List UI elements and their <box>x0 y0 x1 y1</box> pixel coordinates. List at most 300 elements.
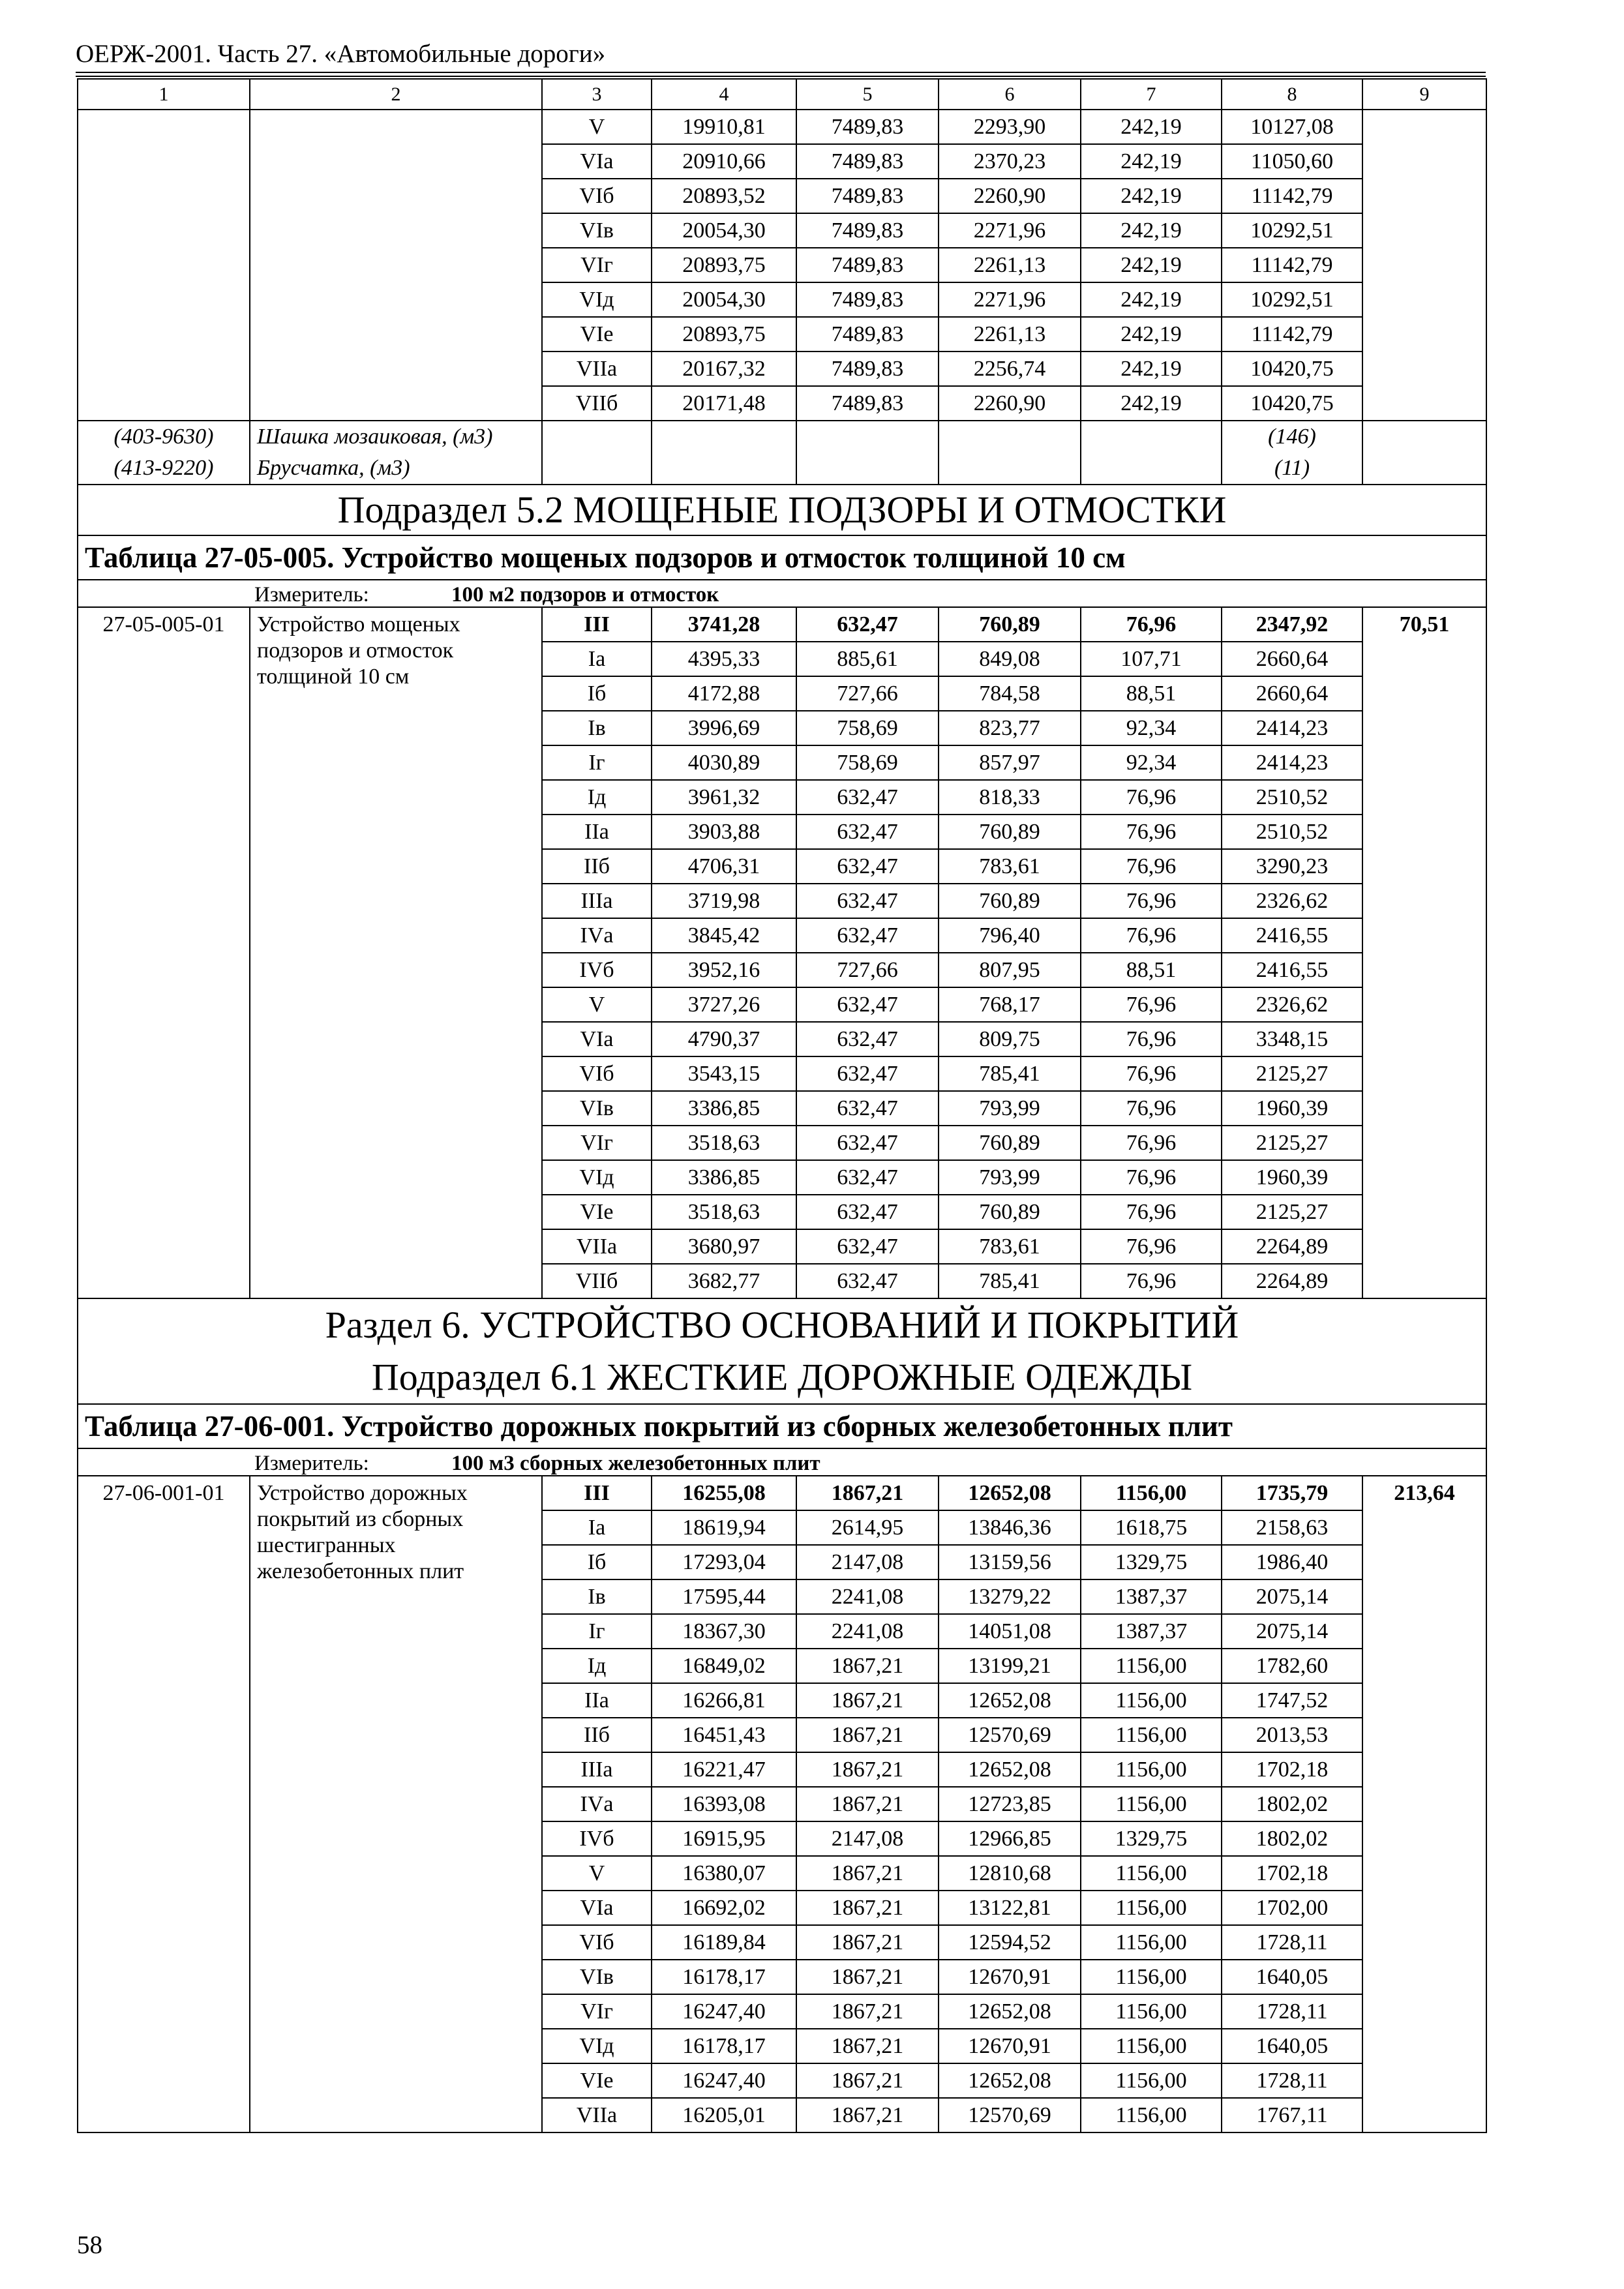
value-cell: 13279,22 <box>939 1579 1081 1614</box>
labor-cell: 70,51 <box>1362 607 1486 1298</box>
climate-zone-cell: Iб <box>542 1545 652 1579</box>
value-cell: 2326,62 <box>1222 884 1362 918</box>
climate-zone-cell: IIIа <box>542 1752 652 1787</box>
rate-table <box>77 78 1487 2133</box>
measure-unit <box>78 1449 1486 1475</box>
climate-zone-cell: III <box>542 607 652 642</box>
value-cell: 1867,21 <box>796 1752 939 1787</box>
value-cell: 12670,91 <box>939 2029 1081 2063</box>
value-cell: 76,96 <box>1081 815 1222 849</box>
climate-zone-cell: VIд <box>542 2029 652 2063</box>
empty-cell <box>796 453 939 485</box>
value-cell: 632,47 <box>796 607 939 642</box>
value-cell: 1728,11 <box>1222 1925 1362 1960</box>
value-cell: 2125,27 <box>1222 1056 1362 1091</box>
climate-zone-cell: VIг <box>542 248 652 282</box>
measure-row <box>78 1448 1486 1476</box>
value-cell: 2013,53 <box>1222 1718 1362 1752</box>
value-cell: 1156,00 <box>1081 2063 1222 2098</box>
value-cell: 16849,02 <box>652 1649 796 1683</box>
value-cell: 1156,00 <box>1081 1683 1222 1718</box>
value-cell: 7489,83 <box>796 110 939 144</box>
value-cell: 2158,63 <box>1222 1510 1362 1545</box>
value-cell: 16221,47 <box>652 1752 796 1787</box>
subsection-title-cell <box>78 485 1486 535</box>
value-cell: 2660,64 <box>1222 676 1362 711</box>
climate-zone-cell: VIа <box>542 144 652 179</box>
climate-zone-cell: VIIа <box>542 2098 652 2132</box>
value-cell: 242,19 <box>1081 317 1222 352</box>
value-cell: 76,96 <box>1081 884 1222 918</box>
value-cell: 632,47 <box>796 1126 939 1160</box>
empty-cell <box>1362 453 1486 485</box>
value-cell: 768,17 <box>939 987 1081 1022</box>
section-title-subtitle: Подраздел 6.1 ЖЕСТКИЕ ДОРОЖНЫЕ ОДЕЖДЫ <box>371 1356 1193 1398</box>
climate-zone-cell: IVа <box>542 1787 652 1821</box>
value-cell: 13199,21 <box>939 1649 1081 1683</box>
value-cell: 12670,91 <box>939 1960 1081 1994</box>
column-number: 8 <box>1222 79 1362 110</box>
value-cell: 16915,95 <box>652 1821 796 1856</box>
value-cell: 1867,21 <box>796 1476 939 1510</box>
value-cell: 2414,23 <box>1222 745 1362 780</box>
value-cell: 10127,08 <box>1222 110 1362 144</box>
value-cell: 632,47 <box>796 780 939 815</box>
climate-zone-cell: Iд <box>542 1649 652 1683</box>
value-cell: 793,99 <box>939 1091 1081 1126</box>
value-cell: 1156,00 <box>1081 1856 1222 1891</box>
labor-cell <box>1362 110 1486 421</box>
climate-zone-cell: VIб <box>542 179 652 213</box>
value-cell: 76,96 <box>1081 1195 1222 1229</box>
measure-value: 100 м2 подзоров и отмосток <box>451 583 719 606</box>
value-cell: 3952,16 <box>652 953 796 987</box>
value-cell: 632,47 <box>796 987 939 1022</box>
material-row <box>78 421 1486 453</box>
value-cell: 107,71 <box>1081 642 1222 676</box>
value-cell: 10292,51 <box>1222 213 1362 248</box>
value-cell: 242,19 <box>1081 144 1222 179</box>
value-cell: 12594,52 <box>939 1925 1081 1960</box>
value-cell: 12723,85 <box>939 1787 1081 1821</box>
empty-cell <box>652 421 796 453</box>
value-cell: 242,19 <box>1081 386 1222 421</box>
value-cell: 1735,79 <box>1222 1476 1362 1510</box>
value-cell: 12652,08 <box>939 2063 1081 2098</box>
value-cell: 76,96 <box>1081 918 1222 953</box>
empty-cell <box>796 421 939 453</box>
value-cell: 18619,94 <box>652 1510 796 1545</box>
value-cell: 76,96 <box>1081 1229 1222 1264</box>
value-cell: 1867,21 <box>796 2098 939 2132</box>
value-cell: 1867,21 <box>796 1994 939 2029</box>
value-cell: 760,89 <box>939 884 1081 918</box>
table-title-row <box>78 535 1486 580</box>
climate-zone-cell: IIб <box>542 849 652 884</box>
empty-cell <box>1081 453 1222 485</box>
value-cell: 2260,90 <box>939 179 1081 213</box>
climate-zone-cell: VIв <box>542 213 652 248</box>
value-cell: 3290,23 <box>1222 849 1362 884</box>
value-cell: 20893,52 <box>652 179 796 213</box>
labor-cell: 213,64 <box>1362 1476 1486 2132</box>
value-cell: 7489,83 <box>796 144 939 179</box>
value-cell: 1329,75 <box>1081 1545 1222 1579</box>
climate-zone-cell: Iг <box>542 1614 652 1649</box>
subsection-title <box>78 485 1486 535</box>
value-cell: 1782,60 <box>1222 1649 1362 1683</box>
value-cell: 2614,95 <box>796 1510 939 1545</box>
value-cell: 76,96 <box>1081 849 1222 884</box>
climate-zone-cell: Iа <box>542 642 652 676</box>
value-cell: 14051,08 <box>939 1614 1081 1649</box>
climate-zone-cell: IIIа <box>542 884 652 918</box>
value-cell: 16393,08 <box>652 1787 796 1821</box>
value-cell: 10292,51 <box>1222 282 1362 317</box>
value-cell: 1156,00 <box>1081 1891 1222 1925</box>
climate-zone-cell: VIб <box>542 1056 652 1091</box>
material-code: (413-9220) <box>78 453 250 485</box>
section-title <box>78 1298 1486 1404</box>
value-cell: 1702,18 <box>1222 1752 1362 1787</box>
measure-unit <box>78 580 1486 606</box>
value-cell: 1867,21 <box>796 1891 939 1925</box>
value-cell: 3996,69 <box>652 711 796 745</box>
value-cell: 849,08 <box>939 642 1081 676</box>
column-number: 2 <box>250 79 542 110</box>
measure-row <box>78 580 1486 607</box>
value-cell: 2147,08 <box>796 1821 939 1856</box>
value-cell: 76,96 <box>1081 780 1222 815</box>
climate-zone-cell: IIб <box>542 1718 652 1752</box>
value-cell: 3386,85 <box>652 1160 796 1195</box>
value-cell: 16266,81 <box>652 1683 796 1718</box>
value-cell: 242,19 <box>1081 282 1222 317</box>
value-cell: 2510,52 <box>1222 780 1362 815</box>
value-cell: 807,95 <box>939 953 1081 987</box>
value-cell: 2241,08 <box>796 1579 939 1614</box>
climate-zone-cell: Iа <box>542 1510 652 1545</box>
climate-zone-cell: Iд <box>542 780 652 815</box>
climate-zone-cell: VIд <box>542 282 652 317</box>
value-cell: 16178,17 <box>652 1960 796 1994</box>
value-cell: 1867,21 <box>796 1856 939 1891</box>
value-cell: 3680,97 <box>652 1229 796 1264</box>
value-cell: 1867,21 <box>796 1718 939 1752</box>
value-cell: 1867,21 <box>796 2063 939 2098</box>
value-cell: 12570,69 <box>939 2098 1081 2132</box>
value-cell: 10420,75 <box>1222 352 1362 386</box>
value-cell: 18367,30 <box>652 1614 796 1649</box>
description-cell <box>250 110 542 421</box>
climate-zone-cell: VIг <box>542 1126 652 1160</box>
value-cell: 1767,11 <box>1222 2098 1362 2132</box>
value-cell: 16189,84 <box>652 1925 796 1960</box>
empty-cell <box>652 453 796 485</box>
value-cell: 3348,15 <box>1222 1022 1362 1056</box>
measure-label: Измеритель: <box>254 1452 369 1475</box>
value-cell: 76,96 <box>1081 1126 1222 1160</box>
value-cell: 4172,88 <box>652 676 796 711</box>
value-cell: 16205,01 <box>652 2098 796 2132</box>
section-title-cell <box>78 1298 1486 1404</box>
empty-cell <box>1362 421 1486 453</box>
table-title: Таблица 27-06-001. Устройство дорожных покрытий из сборных железобетонных плит <box>78 1404 1486 1448</box>
table-row <box>78 110 1486 144</box>
value-cell: 727,66 <box>796 953 939 987</box>
table-title: Таблица 27-05-005. Устройство мощеных подзоров и отмосток толщиной 10 см <box>78 535 1486 580</box>
value-cell: 7489,83 <box>796 213 939 248</box>
value-cell: 2271,96 <box>939 213 1081 248</box>
value-cell: 784,58 <box>939 676 1081 711</box>
value-cell: 632,47 <box>796 1091 939 1126</box>
value-cell: 2147,08 <box>796 1545 939 1579</box>
value-cell: 758,69 <box>796 745 939 780</box>
empty-cell <box>1081 421 1222 453</box>
section-title-text: Раздел 6. УСТРОЙСТВО ОСНОВАНИЙ И ПОКРЫТИЙ <box>325 1304 1239 1346</box>
value-cell: 632,47 <box>796 1160 939 1195</box>
value-cell: 19910,81 <box>652 110 796 144</box>
column-number-row <box>78 79 1486 110</box>
climate-zone-cell: VIIб <box>542 1264 652 1298</box>
value-cell: 12652,08 <box>939 1752 1081 1787</box>
value-cell: 88,51 <box>1081 953 1222 987</box>
climate-zone-cell: VIа <box>542 1891 652 1925</box>
value-cell: 13846,36 <box>939 1510 1081 1545</box>
value-cell: 20893,75 <box>652 248 796 282</box>
value-cell: 885,61 <box>796 642 939 676</box>
measure-cell <box>78 580 1486 607</box>
value-cell: 16451,43 <box>652 1718 796 1752</box>
table-body <box>78 79 1486 2132</box>
value-cell: 1867,21 <box>796 1925 939 1960</box>
material-quantity: (146) <box>1222 421 1362 453</box>
value-cell: 16247,40 <box>652 2063 796 2098</box>
value-cell: 758,69 <box>796 711 939 745</box>
value-cell: 1747,52 <box>1222 1683 1362 1718</box>
column-number: 3 <box>542 79 652 110</box>
column-number: 5 <box>796 79 939 110</box>
value-cell: 2264,89 <box>1222 1264 1362 1298</box>
climate-zone-cell: V <box>542 1856 652 1891</box>
description-cell: Устройство дорожных покрытий из сборных шестигранных железобетонных плит <box>250 1476 542 2132</box>
value-cell: 632,47 <box>796 1022 939 1056</box>
value-cell: 13159,56 <box>939 1545 1081 1579</box>
climate-zone-cell: V <box>542 987 652 1022</box>
value-cell: 760,89 <box>939 607 1081 642</box>
value-cell: 1156,00 <box>1081 1649 1222 1683</box>
value-cell: 2125,27 <box>1222 1126 1362 1160</box>
value-cell: 2075,14 <box>1222 1579 1362 1614</box>
value-cell: 1156,00 <box>1081 1752 1222 1787</box>
value-cell: 2660,64 <box>1222 642 1362 676</box>
climate-zone-cell: Iг <box>542 745 652 780</box>
material-quantity: (11) <box>1222 453 1362 485</box>
column-number: 7 <box>1081 79 1222 110</box>
value-cell: 12652,08 <box>939 1683 1081 1718</box>
value-cell: 2414,23 <box>1222 711 1362 745</box>
value-cell: 3845,42 <box>652 918 796 953</box>
value-cell: 4706,31 <box>652 849 796 884</box>
value-cell: 20893,75 <box>652 317 796 352</box>
value-cell: 793,99 <box>939 1160 1081 1195</box>
column-number: 9 <box>1362 79 1486 110</box>
value-cell: 809,75 <box>939 1022 1081 1056</box>
material-name: Шашка мозаиковая, (м3) <box>250 421 542 453</box>
value-cell: 20054,30 <box>652 213 796 248</box>
value-cell: 16380,07 <box>652 1856 796 1891</box>
climate-zone-cell: VIв <box>542 1960 652 1994</box>
value-cell: 1728,11 <box>1222 1994 1362 2029</box>
value-cell: 1728,11 <box>1222 2063 1362 2098</box>
value-cell: 2125,27 <box>1222 1195 1362 1229</box>
empty-cell <box>542 453 652 485</box>
value-cell: 632,47 <box>796 1264 939 1298</box>
value-cell: 1156,00 <box>1081 1925 1222 1960</box>
value-cell: 3741,28 <box>652 607 796 642</box>
value-cell: 1156,00 <box>1081 2029 1222 2063</box>
measure-value: 100 м3 сборных железобетонных плит <box>451 1452 820 1475</box>
material-name: Брусчатка, (м3) <box>250 453 542 485</box>
value-cell: 760,89 <box>939 1126 1081 1160</box>
measure-label: Измеритель: <box>254 583 369 606</box>
value-cell: 1156,00 <box>1081 2098 1222 2132</box>
value-cell: 7489,83 <box>796 317 939 352</box>
value-cell: 2241,08 <box>796 1614 939 1649</box>
value-cell: 16255,08 <box>652 1476 796 1510</box>
value-cell: 7489,83 <box>796 179 939 213</box>
climate-zone-cell: IVа <box>542 918 652 953</box>
value-cell: 3682,77 <box>652 1264 796 1298</box>
material-code: (403-9630) <box>78 421 250 453</box>
value-cell: 1156,00 <box>1081 1994 1222 2029</box>
value-cell: 632,47 <box>796 815 939 849</box>
value-cell: 88,51 <box>1081 676 1222 711</box>
value-cell: 242,19 <box>1081 352 1222 386</box>
value-cell: 2370,23 <box>939 144 1081 179</box>
value-cell: 20910,66 <box>652 144 796 179</box>
value-cell: 2256,74 <box>939 352 1081 386</box>
value-cell: 727,66 <box>796 676 939 711</box>
value-cell: 2260,90 <box>939 386 1081 421</box>
climate-zone-cell: IVб <box>542 953 652 987</box>
value-cell: 2347,92 <box>1222 607 1362 642</box>
value-cell: 11142,79 <box>1222 248 1362 282</box>
value-cell: 2326,62 <box>1222 987 1362 1022</box>
value-cell: 1156,00 <box>1081 1960 1222 1994</box>
value-cell: 760,89 <box>939 815 1081 849</box>
value-cell: 17293,04 <box>652 1545 796 1579</box>
climate-zone-cell: VIIа <box>542 352 652 386</box>
climate-zone-cell: VIб <box>542 1925 652 1960</box>
table-row <box>78 1476 1486 1510</box>
climate-zone-cell: VIIб <box>542 386 652 421</box>
value-cell: 3719,98 <box>652 884 796 918</box>
value-cell: 76,96 <box>1081 1022 1222 1056</box>
column-number: 6 <box>939 79 1081 110</box>
climate-zone-cell: V <box>542 110 652 144</box>
value-cell: 76,96 <box>1081 1264 1222 1298</box>
value-cell: 12570,69 <box>939 1718 1081 1752</box>
value-cell: 2261,13 <box>939 317 1081 352</box>
value-cell: 2261,13 <box>939 248 1081 282</box>
value-cell: 1702,18 <box>1222 1856 1362 1891</box>
climate-zone-cell: VIг <box>542 1994 652 2029</box>
climate-zone-cell: VIIа <box>542 1229 652 1264</box>
value-cell: 2510,52 <box>1222 815 1362 849</box>
column-number: 1 <box>78 79 250 110</box>
value-cell: 1387,37 <box>1081 1579 1222 1614</box>
climate-zone-cell: III <box>542 1476 652 1510</box>
table-title-row <box>78 1404 1486 1448</box>
climate-zone-cell: IIа <box>542 1683 652 1718</box>
value-cell: 3543,15 <box>652 1056 796 1091</box>
value-cell: 1702,00 <box>1222 1891 1362 1925</box>
value-cell: 4030,89 <box>652 745 796 780</box>
value-cell: 12966,85 <box>939 1821 1081 1856</box>
value-cell: 2293,90 <box>939 110 1081 144</box>
value-cell: 1802,02 <box>1222 1787 1362 1821</box>
header-rule <box>76 72 1486 73</box>
code-cell: 27-06-001-01 <box>78 1476 250 2132</box>
value-cell: 785,41 <box>939 1056 1081 1091</box>
value-cell: 1960,39 <box>1222 1160 1362 1195</box>
value-cell: 92,34 <box>1081 711 1222 745</box>
value-cell: 16247,40 <box>652 1994 796 2029</box>
value-cell: 242,19 <box>1081 213 1222 248</box>
climate-zone-cell: VIе <box>542 2063 652 2098</box>
value-cell: 632,47 <box>796 1229 939 1264</box>
value-cell: 632,47 <box>796 884 939 918</box>
climate-zone-cell: VIв <box>542 1091 652 1126</box>
value-cell: 818,33 <box>939 780 1081 815</box>
value-cell: 1156,00 <box>1081 1718 1222 1752</box>
value-cell: 760,89 <box>939 1195 1081 1229</box>
code-cell: 27-05-005-01 <box>78 607 250 1298</box>
value-cell: 12652,08 <box>939 1476 1081 1510</box>
value-cell: 632,47 <box>796 918 939 953</box>
value-cell: 13122,81 <box>939 1891 1081 1925</box>
value-cell: 242,19 <box>1081 248 1222 282</box>
value-cell: 242,19 <box>1081 110 1222 144</box>
value-cell: 16692,02 <box>652 1891 796 1925</box>
value-cell: 857,97 <box>939 745 1081 780</box>
value-cell: 7489,83 <box>796 248 939 282</box>
value-cell: 76,96 <box>1081 1091 1222 1126</box>
value-cell: 785,41 <box>939 1264 1081 1298</box>
value-cell: 783,61 <box>939 1229 1081 1264</box>
value-cell: 4395,33 <box>652 642 796 676</box>
climate-zone-cell: VIд <box>542 1160 652 1195</box>
value-cell: 3961,32 <box>652 780 796 815</box>
page-header: ОЕРЖ-2001. Часть 27. «Автомобильные дороги» <box>76 40 606 68</box>
value-cell: 1640,05 <box>1222 2029 1362 2063</box>
subsection-title-text: Подраздел 5.2 МОЩЕНЫЕ ПОДЗОРЫ И ОТМОСТКИ <box>337 488 1227 531</box>
climate-zone-cell: IVб <box>542 1821 652 1856</box>
value-cell: 2271,96 <box>939 282 1081 317</box>
empty-cell <box>542 421 652 453</box>
value-cell: 632,47 <box>796 1056 939 1091</box>
climate-zone-cell: VIе <box>542 1195 652 1229</box>
value-cell: 4790,37 <box>652 1022 796 1056</box>
value-cell: 2075,14 <box>1222 1614 1362 1649</box>
empty-cell <box>939 421 1081 453</box>
value-cell: 7489,83 <box>796 352 939 386</box>
value-cell: 20167,32 <box>652 352 796 386</box>
value-cell: 1867,21 <box>796 2029 939 2063</box>
value-cell: 1156,00 <box>1081 1476 1222 1510</box>
value-cell: 12652,08 <box>939 1994 1081 2029</box>
